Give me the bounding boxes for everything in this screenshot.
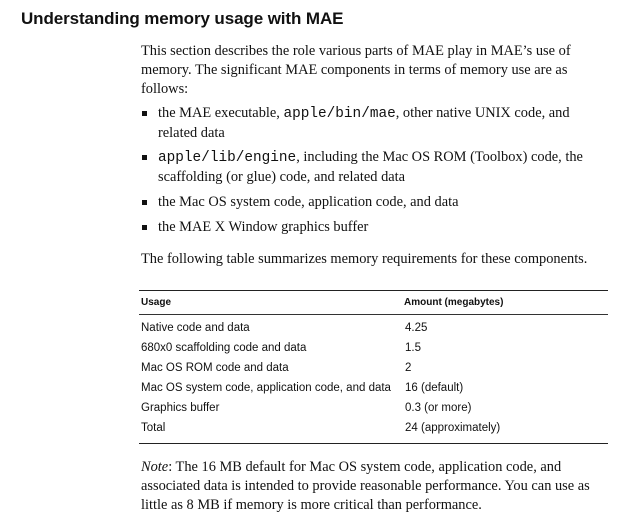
list-item <box>141 148 611 187</box>
column-header-usage: Usage <box>141 297 172 308</box>
note-paragraph <box>141 458 611 515</box>
table-bottom-rule <box>139 443 608 444</box>
table-header-rule <box>139 314 608 315</box>
list-item-text: the Mac OS system code, application code, and data <box>158 194 459 210</box>
list-item-text: , other native UNIX code, and related data <box>158 105 570 141</box>
list-item-text: , including the Mac OS ROM (Toolbox) code, the scaffolding (or glue) code, and related data <box>158 149 583 185</box>
table-top-rule <box>139 290 608 291</box>
list-item-text: the MAE executable, <box>158 105 284 121</box>
table-row <box>139 342 608 362</box>
column-header-amount: Amount (megabytes) <box>404 297 504 308</box>
list-item <box>141 193 611 212</box>
usage-cell: Graphics buffer <box>141 402 220 414</box>
bullet-square-icon <box>142 225 147 230</box>
intro-paragraph: This section describes the role various parts of MAE play in MAE’s use of memory. The significant MAE components in terms of memory use are as follows: <box>141 43 571 97</box>
table-row <box>139 402 608 422</box>
component-list <box>141 104 611 237</box>
list-item <box>141 218 611 237</box>
note-text: : The 16 MB default for Mac OS system code, application code, and associated data is intended to provide reasonable performance. You can use as little as 8 MB if memory is more critical than performance. <box>141 459 590 513</box>
usage-cell: 680x0 scaffolding code and data <box>141 342 307 354</box>
table-row <box>139 422 608 442</box>
table-row <box>139 382 608 402</box>
list-item-text: the MAE X Window graphics buffer <box>158 219 369 235</box>
table-row <box>139 322 608 342</box>
usage-cell: Mac OS system code, application code, and data <box>141 382 391 394</box>
amount-cell: 16 (default) <box>405 382 464 394</box>
amount-cell: 0.3 (or more) <box>405 402 472 414</box>
list-item-code: apple/bin/mae <box>283 106 396 122</box>
table-row <box>139 362 608 382</box>
amount-cell: 2 <box>405 362 412 374</box>
amount-cell: 4.25 <box>405 322 428 334</box>
list-item <box>141 104 611 143</box>
section-heading: Understanding memory usage with MAE <box>21 9 344 28</box>
usage-cell: Total <box>141 422 166 434</box>
amount-cell: 1.5 <box>405 342 421 354</box>
bullet-square-icon <box>142 200 147 205</box>
usage-cell: Native code and data <box>141 322 250 334</box>
usage-cell: Mac OS ROM code and data <box>141 362 289 374</box>
amount-cell: 24 (approximately) <box>405 422 501 434</box>
summary-paragraph: The following table summarizes memory requirements for these components. <box>141 251 588 267</box>
bullet-square-icon <box>142 111 147 116</box>
list-item-code: apple/lib/engine <box>158 150 297 166</box>
bullet-square-icon <box>142 155 147 160</box>
note-label: Note <box>141 459 169 475</box>
